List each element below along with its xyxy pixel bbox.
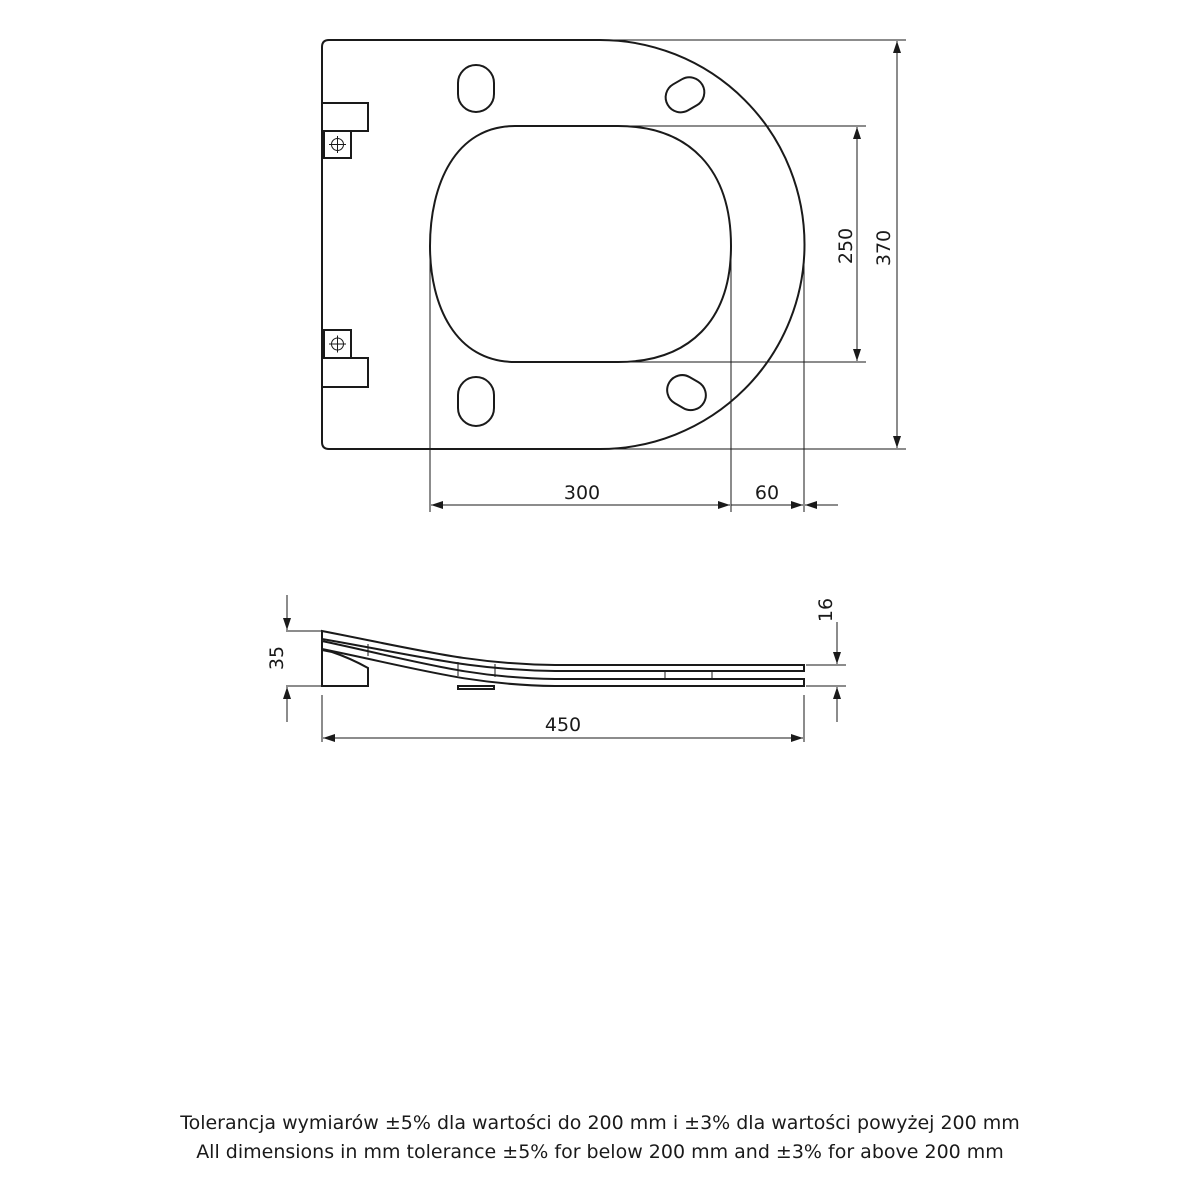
side-seat-profile: [322, 641, 804, 686]
buffer-pad-bottom-right: [662, 370, 712, 416]
extension-lines: [430, 40, 906, 512]
side-hinge-block: [322, 650, 368, 686]
buffer-pad-top-right: [660, 72, 710, 118]
dim-label-16: 16: [815, 597, 837, 623]
seat-outline: [322, 40, 805, 449]
buffer-pad-top-left: [458, 65, 494, 112]
dim-label-250: 250: [835, 227, 857, 265]
dim-label-60: 60: [754, 482, 780, 504]
tolerance-note-polish: Tolerancja wymiarów ±5% dla wartości do 200 mm i ±3% dla wartości powyżej 200 mm: [180, 1112, 1020, 1134]
dim-label-370: 370: [873, 229, 895, 267]
buffer-pad-bottom-left: [458, 377, 494, 426]
hinge-top: [322, 103, 368, 158]
dim-label-35: 35: [266, 645, 288, 671]
tolerance-note-english: All dimensions in mm tolerance ±5% for below 200 mm and ±3% for above 200 mm: [196, 1141, 1004, 1163]
dim-label-450: 450: [544, 714, 582, 736]
side-view: [266, 595, 846, 742]
hinge-bottom: [322, 330, 368, 387]
dim-label-300: 300: [563, 482, 601, 504]
top-view: [322, 40, 906, 512]
seat-opening: [430, 126, 731, 362]
